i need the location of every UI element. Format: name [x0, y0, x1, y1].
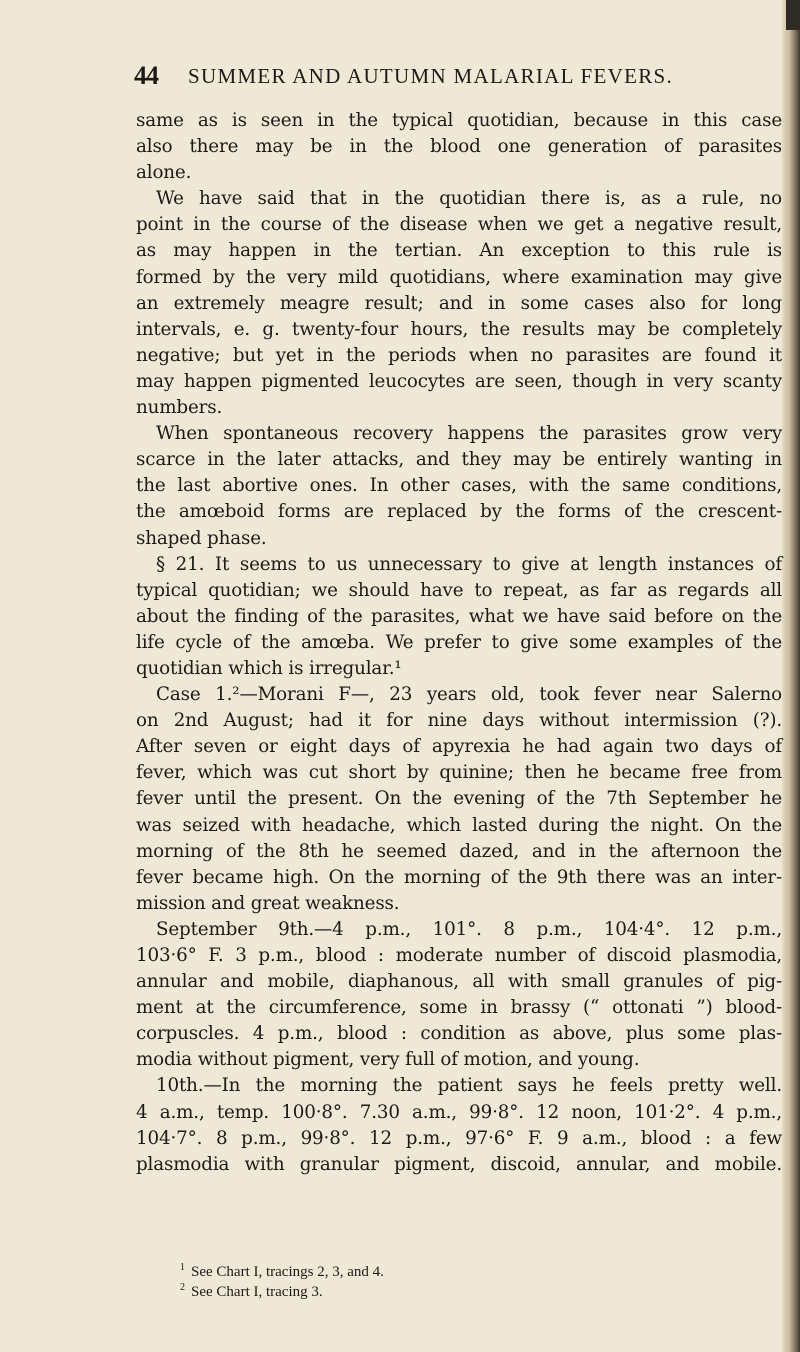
- text-line: 10th.—In the morning the patient says he feels pretty well.: [156, 1075, 782, 1097]
- text-line: typical quotidian; we should have to repeat, as far as regards all: [136, 579, 782, 601]
- running-head: SUMMER AND AUTUMN MALARIAL FEVERS.: [188, 64, 674, 88]
- text-line: 103·6° F. 3 p.m., blood : moderate number of discoid plasmodia,: [136, 945, 782, 966]
- footnote-mark: 1: [180, 1262, 185, 1273]
- text-line: We have said that in the quotidian there is, as a rule, no: [156, 188, 782, 210]
- footnote-mark: 2: [180, 1282, 185, 1293]
- footnote-text: See Chart I, tracings 2, 3, and 4.: [191, 1264, 384, 1280]
- text-line: After seven or eight days of apyrexia he had again two days of: [136, 736, 782, 758]
- text-line: same as is seen in the typical quotidian, because in this case: [136, 110, 782, 131]
- text-line: annular and mobile, diaphanous, all with small granules of pig-: [136, 971, 782, 993]
- text-line: on 2nd August; had it for nine days without intermission (?).: [136, 710, 782, 732]
- text-line: negative; but yet in the periods when no parasites are found it: [136, 344, 782, 366]
- text-line: intervals, e. g. twenty-four hours, the results may be completely: [136, 318, 782, 340]
- page-header: [134, 61, 794, 97]
- text-line: § 21. It seems to us unnecessary to give at length instances of: [156, 553, 782, 575]
- text-line: ment at the circumference, some in brassy (“ ottonati ”) blood-: [136, 997, 782, 1019]
- text-line: formed by the very mild quotidians, where examination may give: [136, 266, 782, 288]
- footnotes: [180, 1258, 740, 1298]
- page-edge-corner: [786, 0, 800, 30]
- text-line: point in the course of the disease when we get a negative result,: [136, 214, 782, 236]
- text-line: the last abortive ones. In other cases, with the same conditions,: [136, 475, 782, 497]
- text-line: scarce in the later attacks, and they may be entirely wanting in: [136, 449, 782, 471]
- text-line: also there may be in the blood one generation of parasites: [136, 136, 782, 158]
- footnote-text: See Chart I, tracing 3.: [191, 1284, 323, 1300]
- text-line: 104·7°. 8 p.m., 99·8°. 12 p.m., 97·6° F. 9 a.m., blood : a few: [136, 1127, 782, 1149]
- page-number: 44: [134, 61, 158, 90]
- text-line: mission and great weakness.: [136, 892, 400, 914]
- body-text: [136, 108, 782, 1178]
- text-line: shaped phase.: [136, 527, 267, 549]
- page-edge-shadow: [782, 0, 800, 1352]
- text-line: corpuscles. 4 p.m., blood : condition as above, plus some plas-: [136, 1023, 782, 1045]
- text-line: When spontaneous recovery happens the parasites grow very: [156, 423, 782, 445]
- text-line: may happen pigmented leucocytes are seen, though in very scanty: [136, 370, 782, 392]
- text-line: fever, which was cut short by quinine; then he became free from: [136, 762, 782, 784]
- text-line: life cycle of the amœba. We prefer to give some examples of the: [136, 631, 782, 653]
- text-line: 4 a.m., temp. 100·8°. 7.30 a.m., 99·8°. 12 noon, 101·2°. 4 p.m.,: [136, 1101, 782, 1123]
- text-line: fever became high. On the morning of the 9th there was an inter-: [136, 866, 782, 888]
- text-line: about the finding of the parasites, what we have said before on the: [136, 605, 782, 627]
- text-line: alone.: [136, 162, 192, 184]
- text-line: the amœboid forms are replaced by the forms of the crescent-: [136, 501, 782, 523]
- text-line: modia without pigment, very full of motion, and young.: [136, 1049, 640, 1071]
- footnote: [180, 1278, 740, 1298]
- text-line: numbers.: [136, 397, 223, 419]
- text-line: Case 1.²—Morani F—, 23 years old, took fever near Salerno: [156, 684, 782, 706]
- text-line: plasmodia with granular pigment, discoid, annular, and mobile.: [136, 1153, 782, 1175]
- text-line: fever until the present. On the evening of the 7th September he: [136, 788, 782, 810]
- text-line: as may happen in the tertian. An exception to this rule is: [136, 240, 782, 262]
- text-line: was seized with headache, which lasted during the night. On the: [136, 814, 782, 836]
- text-line: morning of the 8th he seemed dazed, and in the afternoon the: [136, 840, 782, 862]
- footnote: [180, 1258, 740, 1278]
- text-line: an extremely meagre result; and in some cases also for long: [136, 292, 782, 314]
- text-line: quotidian which is irregular.¹: [136, 657, 402, 679]
- text-line: September 9th.—4 p.m., 101°. 8 p.m., 104·4°. 12 p.m.,: [156, 918, 782, 940]
